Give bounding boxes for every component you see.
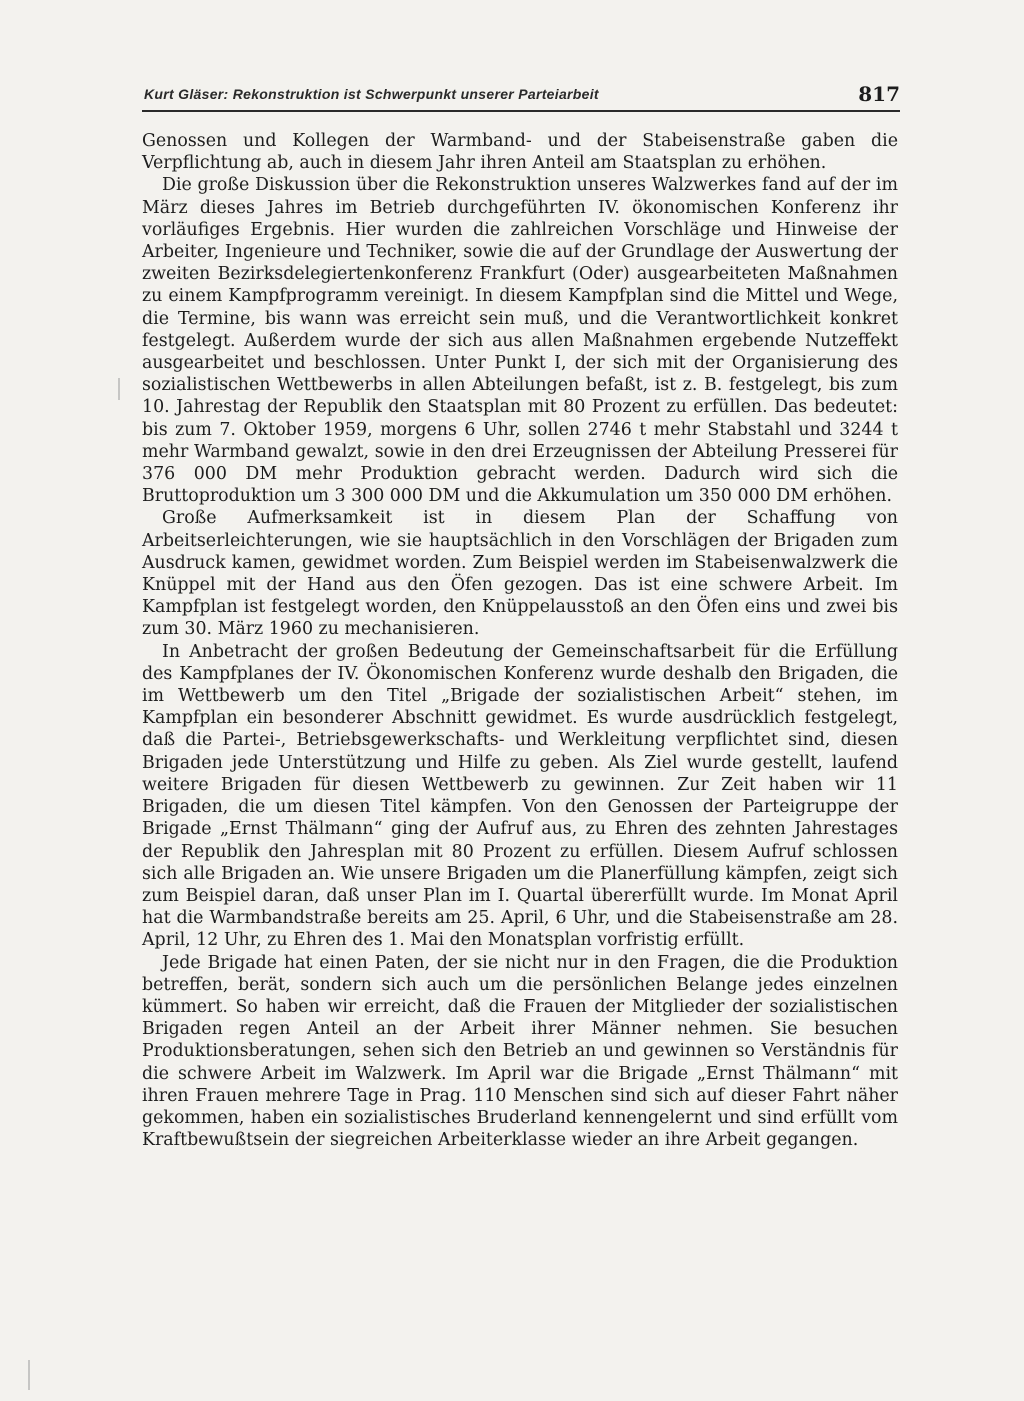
paragraph: In Anbetracht der großen Bedeutung der Gemeinschaftsarbeit für die Erfüllung des Kampfplanes der IV. Ökonomischen Konferenz wurde deshalb den Brigaden, die im Wettbewerb um den Titel „Brigade der sozialistischen Arbeit“ stehen, im Kampfplan ein besonderer Abschnitt gewidmet. Es wurde ausdrücklich festgelegt, daß die Partei-, Betriebsgewerkschafts- und Werkleitung verpflichtet sind, diesen Brigaden jede Unterstützung und Hilfe zu geben. Als Ziel wurde gestellt, laufend weitere Brigaden für diesen Wettbewerb zu gewinnen. Zur Zeit haben wir 11 Brigaden, die um diesen Titel kämpfen. Von den Genossen der Parteigruppe der Brigade „Ernst Thälmann“ ging der Aufruf aus, zu Ehren des zehnten Jahrestages der Republik den Jahresplan mit 80 Prozent zu erfüllen. Diesem Aufruf schlossen sich alle Brigaden an. Wie unsere Brigaden um die Planerfüllung kämpfen, zeigt sich zum Beispiel daran, daß unser Plan im I. Quartal übererfüllt wurde. Im Monat April hat die Warmbandstraße bereits am 25. April, 6 Uhr, und die Stabeisenstraße am 28. April, 12 Uhr, zu Ehren des 1. Mai den Monatsplan vorfristig erfüllt.	[142, 641, 898, 951]
page-number: 817	[858, 82, 900, 106]
paragraph: Genossen und Kollegen der Warmband- und der Stabeisenstraße gaben die Verpflichtung ab, auch in diesem Jahr ihren Anteil am Staatsplan zu erhöhen.	[142, 131, 898, 174]
paragraph: Jede Brigade hat einen Paten, der sie nicht nur in den Fragen, die die Produktion betreffen, berät, sondern sich auch um die persönlichen Belange jedes einzelnen kümmert. So haben wir erreicht, daß die Frauen der Mitglieder der sozialistischen Brigaden regen Anteil an der Arbeit ihrer Männer nehmen. Sie besuchen Produktionsberatungen, sehen sich den Betrieb an und gewinnen so Verständnis für die schwere Arbeit im Walzwerk. Im April war die Brigade „Ernst Thälmann“ mit ihren Frauen mehrere Tage in Prag. 110 Menschen sind sich auf dieser Fahrt näher gekommen, haben ein sozialistisches Bruderland kennengelernt und sind erfüllt vom Kraftbewußtsein der siegreichen Arbeiterklasse wieder an ihre Arbeit gegangen.	[142, 952, 898, 1151]
body-text	[142, 130, 898, 1151]
running-title: Kurt Gläser: Rekonstruktion ist Schwerpunkt unserer Parteiarbeit	[144, 86, 599, 102]
paragraph: Die große Diskussion über die Rekonstruktion unseres Walzwerkes fand auf der im März dieses Jahres im Betrieb durchgeführten IV. ökonomischen Konferenz ihr vorläufiges Ergebnis. Hier wurden die zahlreichen Vorschläge und Hinweise der Arbeiter, Ingenieure und Techniker, sowie die auf der Grundlage der Auswertung der zweiten Bezirksdelegiertenkonferenz Frankfurt (Oder) ausgearbeiteten Maßnahmen zu einem Kampfprogramm vereinigt. In diesem Kampfplan sind die Mittel und Wege, die Termine, bis wann was erreicht sein muß, und die Verantwortlichkeit konkret festgelegt. Außerdem wurde der sich aus allen Maßnahmen ergebende Nutzeffekt ausgearbeitet und beschlossen. Unter Punkt I, der sich mit der Organisierung des sozialistischen Wettbewerbs in allen Abteilungen befaßt, ist z. B. festgelegt, bis zum 10. Jahrestag der Republik den Staatsplan mit 80 Prozent zu erfüllen. Das bedeutet: bis zum 7. Oktober 1959, morgens 6 Uhr, sollen 2746 t mehr Stabstahl und 3244 t mehr Warmband gewalzt, sowie in den drei Erzeugnissen der Abteilung Presserei für 376 000 DM mehr Produktion gebracht werden. Dadurch wird sich die Bruttoproduktion um 3 300 000 DM und die Akkumulation um 350 000 DM erhöhen.	[142, 175, 898, 507]
scan-margin-mark	[28, 1360, 30, 1390]
scan-margin-mark	[118, 378, 120, 400]
paragraph: Große Aufmerksamkeit ist in diesem Plan der Schaffung von Arbeitserleichterungen, wie sie hauptsächlich in den Vorschlägen der Brigaden zum Ausdruck kamen, gewidmet worden. Zum Beispiel werden im Stabeisenwalzwerk die Knüppel mit der Hand aus den Öfen gezogen. Das ist eine schwere Arbeit. Im Kampfplan ist festgelegt worden, den Knüppelausstoß an den Öfen eins und zwei bis zum 30. März 1960 zu mechanisieren.	[142, 508, 898, 640]
running-header	[142, 80, 900, 112]
